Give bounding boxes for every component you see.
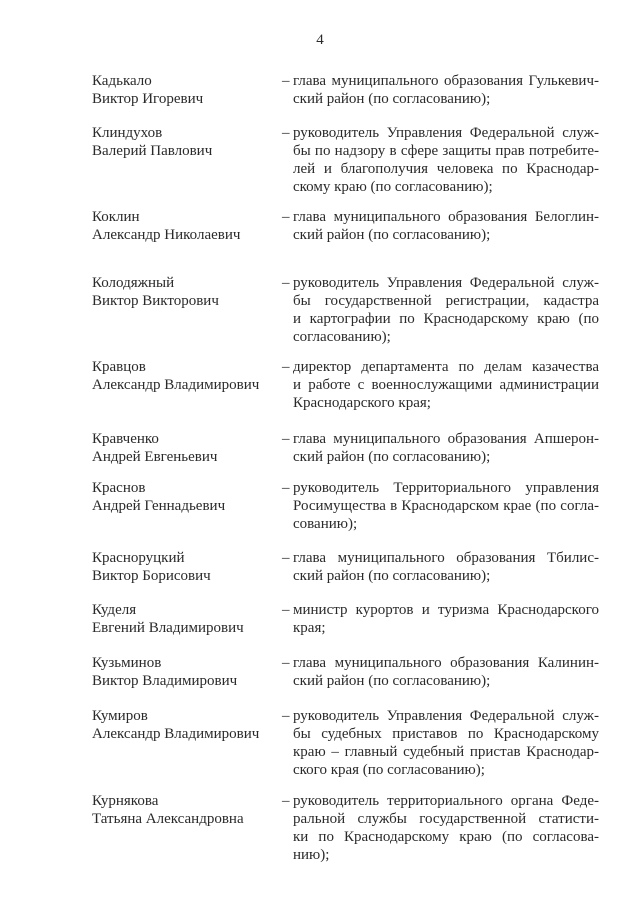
member-given-names: Татьяна Александровна [92, 811, 244, 827]
role-line: бы государственной регистрации, кадастра [293, 293, 599, 309]
role-line: руководитель Управления Федеральной служ- [293, 275, 599, 291]
role-line: Росимущества в Краснодарском крае (по согла- [293, 498, 599, 514]
member-surname: Кумиров [92, 708, 148, 724]
member-name [92, 430, 282, 466]
role-line: глава муниципального образования Белоглин- [293, 209, 599, 225]
role-line: министр курортов и туризма Краснодарского [293, 602, 599, 618]
member-surname: Красноруцкий [92, 550, 185, 566]
member-surname: Кравченко [92, 431, 159, 447]
member-role [293, 208, 599, 244]
role-line: края; [293, 620, 326, 636]
member-name [92, 358, 282, 394]
role-line: ский район (по согласованию); [293, 568, 491, 584]
entry-dash: – [282, 655, 290, 671]
role-line: руководитель территориального органа Феде- [293, 793, 599, 809]
role-line: ского края (по согласованию); [293, 762, 485, 778]
entry-dash: – [282, 209, 290, 225]
member-given-names: Александр Николаевич [92, 227, 241, 243]
role-line: и работе с военнослужащими администрации [293, 377, 599, 393]
entry-dash: – [282, 480, 290, 496]
role-line: глава муниципального образования Тбилис- [293, 550, 599, 566]
member-role [293, 274, 599, 346]
member-surname: Коклин [92, 209, 140, 225]
role-line: ский район (по согласованию); [293, 91, 491, 107]
role-line: краю – главный судебный пристав Краснодар- [293, 744, 599, 760]
role-line: глава муниципального образования Апшерон- [293, 431, 599, 447]
role-line: директор департамента по делам казачества [293, 359, 599, 375]
member-given-names: Виктор Борисович [92, 568, 211, 584]
member-surname: Колодяжный [92, 275, 175, 291]
member-name [92, 208, 282, 244]
member-surname: Курнякова [92, 793, 159, 809]
member-role [293, 792, 599, 864]
member-given-names: Валерий Павлович [92, 143, 213, 159]
role-line: ки по Краснодарскому краю (по согласова- [293, 829, 599, 845]
member-role [293, 549, 599, 585]
page-number: 4 [316, 32, 324, 48]
member-given-names: Виктор Игоревич [92, 91, 204, 107]
entry-dash: – [282, 708, 290, 724]
member-given-names: Виктор Владимирович [92, 673, 238, 689]
member-surname: Куделя [92, 602, 137, 618]
entry-dash: – [282, 125, 290, 141]
entry-dash: – [282, 793, 290, 809]
member-role [293, 601, 599, 637]
role-line: ский район (по согласованию); [293, 449, 491, 465]
member-name [92, 124, 282, 160]
member-name [92, 707, 282, 743]
member-surname: Краснов [92, 480, 146, 496]
member-name [92, 549, 282, 585]
member-surname: Кузьминов [92, 655, 162, 671]
member-role [293, 72, 599, 108]
role-line: ский район (по согласованию); [293, 227, 491, 243]
member-role [293, 654, 599, 690]
role-line: бы судебных приставов по Краснодарскому [293, 726, 599, 742]
member-name [92, 479, 282, 515]
role-line: нию); [293, 847, 330, 863]
role-line: руководитель Управления Федеральной служ- [293, 125, 599, 141]
member-name [92, 792, 282, 828]
member-role [293, 358, 599, 412]
member-role [293, 430, 599, 466]
entry-dash: – [282, 602, 290, 618]
member-given-names: Александр Владимирович [92, 726, 260, 742]
role-line: ский район (по согласованию); [293, 673, 491, 689]
member-surname: Кравцов [92, 359, 146, 375]
member-name [92, 274, 282, 310]
member-given-names: Андрей Геннадьевич [92, 498, 226, 514]
entry-dash: – [282, 275, 290, 291]
role-line: руководитель Управления Федеральной служ- [293, 708, 599, 724]
member-name [92, 654, 282, 690]
entry-dash: – [282, 550, 290, 566]
member-role [293, 479, 599, 533]
entry-dash: – [282, 73, 290, 89]
role-line: бы по надзору в сфере защиты прав потребите- [293, 143, 599, 159]
member-name [92, 72, 282, 108]
entry-dash: – [282, 431, 290, 447]
member-role [293, 707, 599, 779]
member-given-names: Андрей Евгеньевич [92, 449, 218, 465]
role-line: сованию); [293, 516, 358, 532]
member-surname: Клиндухов [92, 125, 163, 141]
role-line: глава муниципального образования Гулькевич- [293, 73, 599, 89]
role-line: ральной службы государственной статисти- [293, 811, 599, 827]
role-line: согласованию); [293, 329, 391, 345]
member-surname: Кадькало [92, 73, 152, 89]
member-name [92, 601, 282, 637]
role-line: и картографии по Краснодарскому краю (по [293, 311, 599, 327]
entry-dash: – [282, 359, 290, 375]
role-line: глава муниципального образования Калинин- [293, 655, 599, 671]
member-role [293, 124, 599, 196]
role-line: скому краю (по согласованию); [293, 179, 493, 195]
member-given-names: Евгений Владимирович [92, 620, 244, 636]
role-line: Краснодарского края; [293, 395, 431, 411]
role-line: руководитель Территориального управления [293, 480, 599, 496]
member-given-names: Александр Владимирович [92, 377, 260, 393]
role-line: лей и благополучия человека по Краснодар- [293, 161, 599, 177]
member-given-names: Виктор Викторович [92, 293, 219, 309]
